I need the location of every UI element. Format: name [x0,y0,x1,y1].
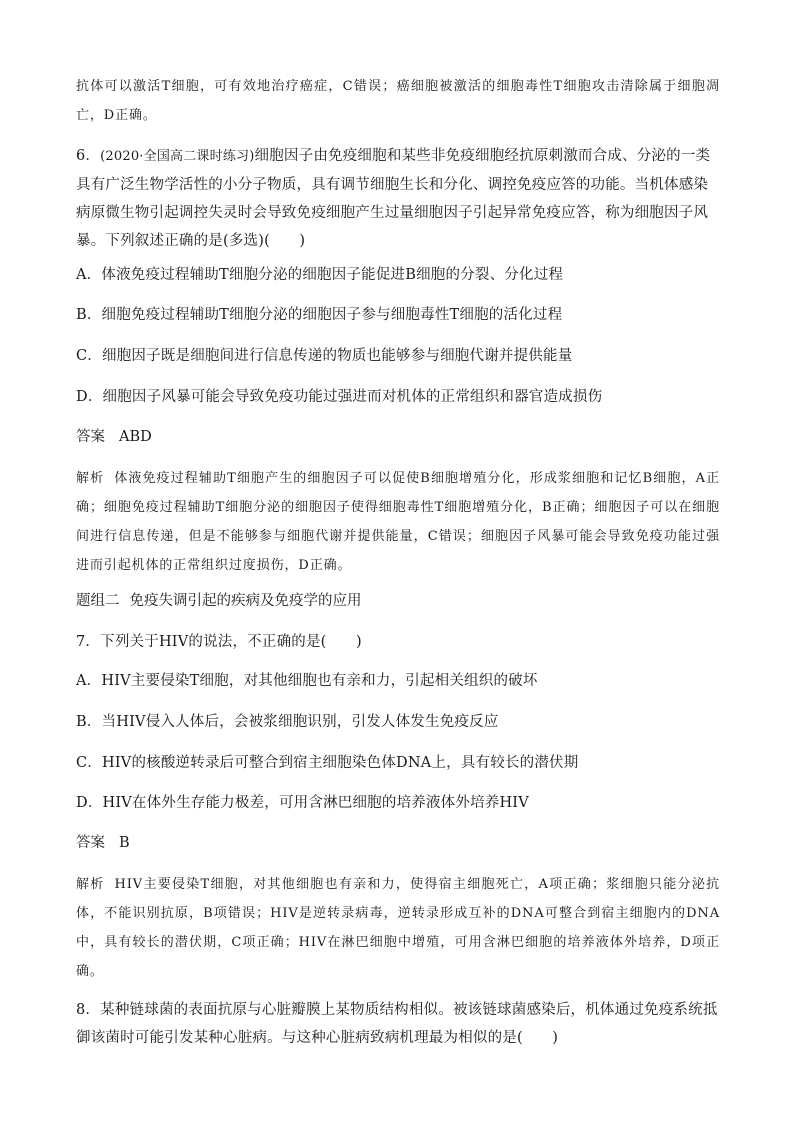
analysis-text: 抗体可以激活T细胞，可有效地治疗癌症，C错误；癌细胞被激活的细胞毒性T细胞攻击清除属于细胞凋亡，D正确。 [76,79,720,123]
question-number: 7． [76,634,101,650]
question-7-analysis [76,870,720,986]
question-number: 6． [76,148,101,164]
question-8-stem [76,996,720,1052]
question-6-option-d: D．细胞因子风暴可能会导致免疫功能过强进而对机体的正常组织和器官造成损伤 [76,389,603,405]
answer-label: 答案 [76,835,105,851]
analysis-label: 解析 [76,877,105,892]
question-text: 某种链球菌的表面抗原与心脏瓣膜上某物质结构相似。被该链球菌感染后，机体通过免疫系统抵御该菌时可能引发某种心脏病。与这种心脏病致病机理最为相似的是( ) [76,1002,718,1046]
answer-value: ABD [119,429,152,445]
question-6-option-c: C．细胞因子既是细胞间进行信息传递的物质也能够参与细胞代谢并提供能量 [76,348,573,364]
answer-value: B [119,835,130,851]
section-label: 题组二 [76,593,120,609]
question-7-answer [76,829,720,857]
question-6-option-a: A．体液免疫过程辅助T细胞分泌的细胞因子能促进B细胞的分裂、分化过程 [76,267,564,283]
analysis-text: HIV主要侵染T细胞，对其他细胞也有亲和力，使得宿主细胞死亡，A项正确；浆细胞只能分泌抗体，不能识别抗原，B项错误；HIV是逆转录病毒，逆转录形成互补的DNA可整合到宿主细胞内的DNA中，具有较长的潜伏期，C项正确；HIV在淋巴细胞中增殖，可用含淋巴细胞的培养液体外培养，D项正确。 [76,877,720,979]
analysis-text: 体液免疫过程辅助T细胞产生的细胞因子可以促使B细胞增殖分化，形成浆细胞和记忆B细胞，A正确；细胞免疫过程辅助T细胞分泌的细胞因子使得细胞毒性T细胞增殖分化，B正确；细胞因子可以在细胞间进行信息传递，但是不能够参与细胞代谢并提供能量，C错误；细胞因子风暴可能会导致免疫功能过强进而引起机体的正常组织过度损伤，D正确。 [76,471,720,573]
question-7-option-d: D．HIV在体外生存能力极差，可用含淋巴细胞的培养液体外培养HIV [76,795,529,811]
question-text: 细胞因子由免疫细胞和某些非免疫细胞经抗原刺激而合成、分泌的一类具有广泛生物学活性的小分子物质，具有调节细胞生长和分化、调控免疫应答的功能。当机体感染病原微生物引起调控失灵时会导致免疫细胞产生过量细胞因子引起异常免疫应答，称为细胞因子风暴。下列叙述正确的是(多选)( ) [76,148,711,249]
question-7-option-a: A．HIV主要侵染T细胞，对其他细胞也有亲和力，引起相关组织的破坏 [76,673,538,689]
analysis-label: 解析 [76,471,105,486]
question-6-stem [76,142,720,255]
previous-analysis-continuation [76,72,720,130]
section-title: 免疫失调引起的疾病及免疫学的应用 [129,593,362,609]
question-7-option-c: C．HIV的核酸逆转录后可整合到宿主细胞染色体DNA上，具有较长的潜伏期 [76,755,579,771]
question-source: (2020·全国高二课时练习) [100,149,255,164]
question-6-analysis [76,464,720,580]
question-number: 8． [76,1002,101,1018]
answer-label: 答案 [76,429,105,445]
question-text: 下列关于HIV的说法，不正确的是( ) [100,634,362,650]
question-7-stem [76,628,720,656]
question-6-option-b: B．细胞免疫过程辅助T细胞分泌的细胞因子参与细胞毒性T细胞的活化过程 [76,307,563,323]
section-heading [76,587,720,615]
question-7-option-b: B．当HIV侵入人体后，会被浆细胞识别，引发人体发生免疫反应 [76,714,499,730]
question-6-answer [76,423,720,451]
